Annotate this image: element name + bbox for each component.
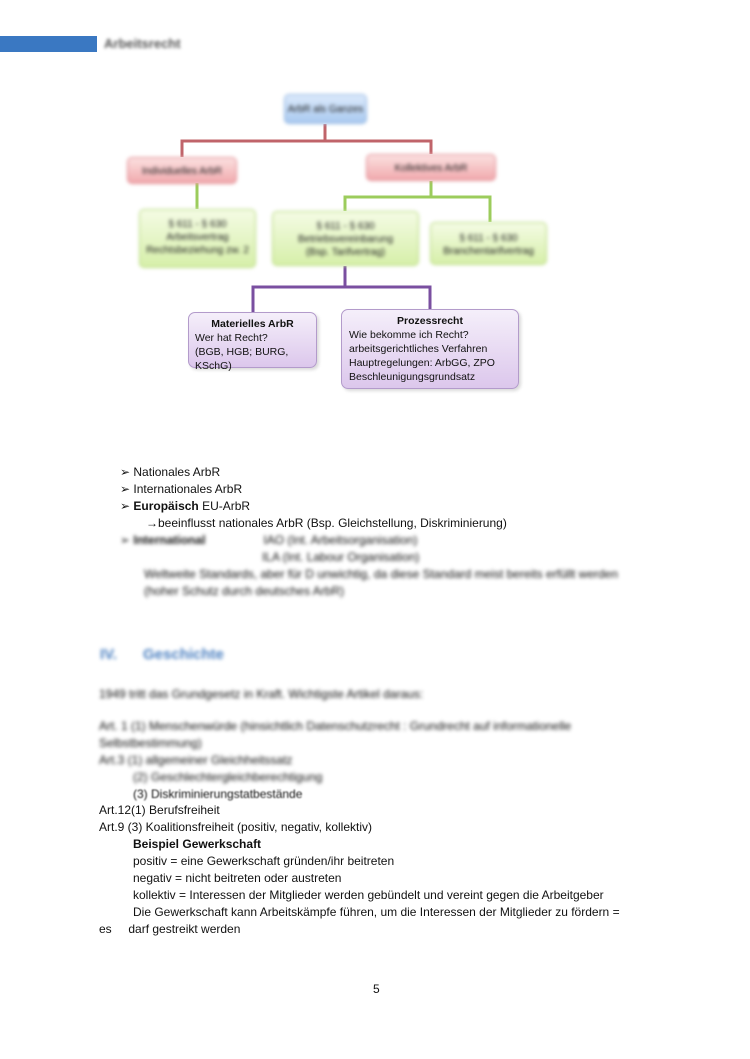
diagram-kollektiv-box: Kollektives ArbR bbox=[366, 154, 496, 181]
purple-connector bbox=[253, 266, 430, 312]
arrow-bullet-icon: ➢ bbox=[120, 482, 134, 496]
prozess-line-1: Wie bekomme ich Recht? bbox=[349, 329, 469, 341]
list-subitem-eu: →beeinflusst nationales ArbR (Bsp. Gleichstellung, Diskriminierung) bbox=[146, 516, 507, 530]
list-item-internationales: ➢ Internationales ArbR bbox=[120, 482, 243, 496]
diagram-individual-box: Individuelles ArbR bbox=[127, 157, 237, 184]
green1-line-3: Rechtsbeziehung zw. 2 bbox=[146, 245, 249, 256]
list-item-international: ➢ International IAO (Int. Arbeitsorganisation) bbox=[120, 533, 418, 547]
diagram-green-box-2 bbox=[272, 211, 419, 266]
body-beispiel: Beispiel Gewerkschaft bbox=[133, 837, 262, 851]
materielles-line-2: (BGB, HGB; BURG, KSchG) bbox=[195, 346, 289, 372]
materielles-title: Materielles ArbR bbox=[211, 318, 294, 330]
body-art3-a: Art.3 (1) allgemeiner Gleichheitssatz bbox=[99, 753, 293, 767]
body-negativ: negativ = nicht beitreten oder austreten bbox=[133, 871, 342, 885]
diagram-green-box-3 bbox=[430, 222, 547, 265]
red-connector bbox=[182, 124, 431, 157]
page-number: 5 bbox=[373, 982, 380, 996]
list-item-nationales: ➢ Nationales ArbR bbox=[120, 465, 221, 479]
diagram-top-box: ArbR als Ganzes bbox=[284, 94, 367, 124]
body-art1-a: Art. 1 (1) Menschenwürde (hinsichtlich Datenschutzrecht : Grundrecht auf informationelle bbox=[99, 719, 572, 733]
body-intro: 1949 tritt das Grundgesetz in Kraft. Wichtigste Artikel daraus: bbox=[99, 687, 424, 701]
section-heading: IV. Geschichte bbox=[100, 646, 224, 663]
body-gewerkschaft: Die Gewerkschaft kann Arbeitskämpfe führen, um die Interessen der Mitglieder zu fördern = bbox=[133, 905, 620, 919]
body-art3-c: (3) Diskriminierungstatbestände bbox=[133, 787, 303, 801]
green2-line-3: (Bsp. Tarifvertrag) bbox=[305, 247, 386, 258]
body-streik: es darf gestreikt werden bbox=[99, 922, 241, 936]
body-positiv: positiv = eine Gewerkschaft gründen/ihr beitreten bbox=[133, 854, 395, 868]
list-item-europaeisch: ➢ Europäisch EU-ArbR bbox=[120, 499, 251, 513]
green3-line-1: § 611 - § 630 bbox=[459, 233, 518, 244]
prozess-line-2: arbeitsgerichtliches Verfahren bbox=[349, 343, 488, 355]
prozessrecht-title: Prozessrecht bbox=[397, 315, 463, 327]
arrow-bullet-icon: ➢ bbox=[120, 499, 134, 513]
list-line-weltweit: Weltweite Standards, aber für D unwichtig, da diese Standard meist bereits erfüllt werden bbox=[144, 567, 619, 581]
body-art9: Art.9 (3) Koalitionsfreiheit (positiv, negativ, kollektiv) bbox=[99, 820, 372, 834]
green2-line-1: § 611 - § 630 bbox=[316, 221, 375, 232]
body-kollektiv: kollektiv = Interessen der Mitglieder werden gebündelt und vereint gegen die Arbeitgeber bbox=[133, 888, 604, 902]
green3-line-2: Branchentarifvertrag bbox=[443, 246, 534, 257]
header-title: Arbeitsrecht bbox=[104, 36, 181, 51]
body-art3-b: (2) Geschlechtergleichberechtigung bbox=[133, 770, 323, 784]
list-line-schutz: (hoher Schutz durch deutsches ArbR) bbox=[144, 584, 345, 598]
body-art12: Art.12(1) Berufsfreiheit bbox=[99, 803, 220, 817]
arrow-bullet-icon: ➢ bbox=[120, 465, 134, 479]
prozess-line-4: Beschleunigungsgrundsatz bbox=[349, 371, 476, 383]
green2-line-2: Betriebsvereinbarung bbox=[297, 234, 394, 245]
right-arrow-icon: → bbox=[146, 516, 158, 530]
prozessrecht-box bbox=[341, 309, 519, 389]
prozess-line-3: Hauptregelungen: ArbGG, ZPO bbox=[349, 357, 495, 369]
green1-line-2: Arbeitsvertrag bbox=[166, 232, 229, 243]
diagram-green-box-1 bbox=[139, 209, 256, 268]
list-line-ila: ILA (Int. Labour Organisation) bbox=[262, 550, 420, 564]
materielles-arbr-box bbox=[188, 312, 317, 372]
body-art1-b: Selbstbestimmung) bbox=[99, 736, 202, 750]
arrow-bullet-icon: ➢ bbox=[120, 533, 134, 547]
materielles-line-1: Wer hat Recht? bbox=[195, 332, 268, 344]
green1-line-1: § 611 - § 630 bbox=[168, 219, 227, 230]
